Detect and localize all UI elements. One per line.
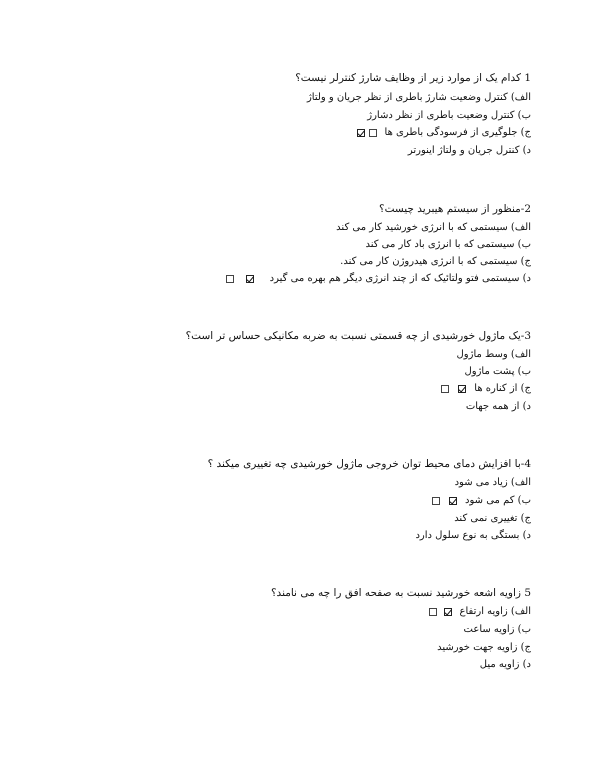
question-5-option-d: د) زاویه میل (479, 659, 531, 670)
question-2-option-c: ج) سیستمی که با انرژی هیدروژن کار می کند. (340, 256, 531, 267)
question-1-option-b: ب) کنترل وضعیت باطری از نظر دشارژ (367, 110, 531, 121)
answer-marks (224, 272, 256, 285)
question-3-text: 3-یک ماژول خورشیدی از چه قسمتی نسبت به ضربه مکانیکی حساس تر است؟ (185, 330, 531, 342)
option-label: د) سیستمی فتو ولتائیک که از چند انرژی دیگر هم بهره می گیرد (269, 273, 531, 284)
question-5-option-c: ج) زاویه جهت خورشید (437, 642, 531, 653)
answer-marks (427, 605, 454, 618)
question-3-option-a: الف) وسط ماژول (456, 349, 531, 360)
question-4-option-b (430, 494, 531, 507)
empty-box-icon (226, 275, 234, 283)
question-4-text: 4-با افزایش دمای محیط توان خروجی ماژول خورشیدی چه تغییری میکند ؟ (207, 458, 531, 470)
option-label: ج) از کناره ها (474, 383, 531, 394)
question-3-option-d: د) از همه جهات (465, 401, 531, 412)
question-4-option-d: د) بستگی به نوع سلول دارد (415, 530, 531, 541)
question-5-option-a (427, 605, 531, 618)
option-label: ج) جلوگیری از فرسودگی باطری ها (384, 127, 531, 138)
option-label: الف) زاویه ارتفاع (459, 606, 531, 617)
question-4-option-a: الف) زیاد می شود (454, 477, 531, 488)
answer-marks (430, 494, 459, 507)
question-4-option-c: ج) تغییری نمی کند (454, 513, 531, 524)
empty-box-icon (432, 497, 440, 505)
question-5-option-b: ب) زاویه ساعت (463, 624, 531, 635)
empty-box-icon (441, 385, 449, 393)
question-3-option-c (439, 382, 531, 395)
checked-box-icon (458, 385, 466, 393)
question-2-option-b: ب) سیستمی که با انرژی باد کار می کند (365, 239, 531, 250)
checked-box-icon (246, 275, 254, 283)
question-2-option-d (224, 272, 531, 285)
checked-box-icon (449, 497, 457, 505)
answer-marks (439, 382, 468, 395)
question-2-text: 2-منظور از سیستم هیبرید چیست؟ (379, 203, 531, 215)
question-1-option-d: د) کنترل جریان و ولتاژ اینورتر (407, 145, 531, 156)
answer-marks (355, 126, 379, 139)
option-label: ب) کم می شود (465, 495, 531, 506)
checked-box-icon (357, 129, 365, 137)
question-1-option-a: الف) کنترل وضعیت شارژ باطری از نظر جریان و ولتاژ (306, 92, 531, 103)
checked-box-icon (444, 608, 452, 616)
empty-box-icon (429, 608, 437, 616)
question-5-text: 5 زاویه اشعه خورشید نسبت به صفحه افق را چه می نامند؟ (270, 587, 531, 599)
question-1-text: 1 کدام یک از موارد زیر از وظایف شارژ کنترلر نیست؟ (295, 72, 531, 84)
question-3-option-b: ب) پشت ماژول (464, 366, 531, 377)
question-2-option-a: الف) سیستمی که با انرژی خورشید کار می کند (336, 222, 531, 233)
question-1-option-c (355, 126, 531, 139)
empty-box-icon (369, 129, 377, 137)
